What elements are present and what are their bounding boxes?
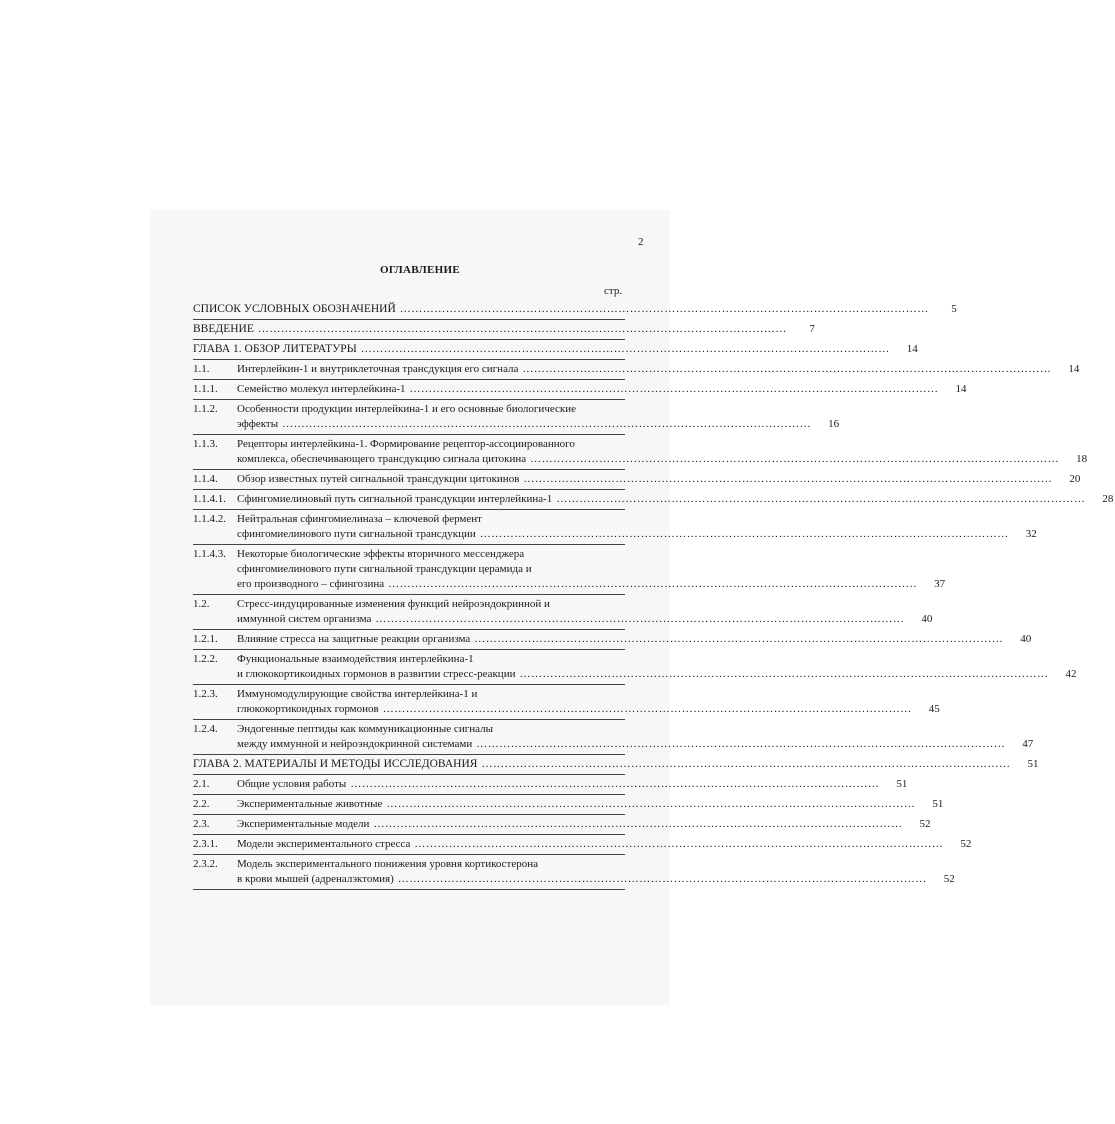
- toc-entry: [193, 400, 840, 435]
- toc-entry-text: Нейтральная сфингомиелиназа – ключевой фермент: [237, 513, 482, 525]
- toc-entry-text: глюкокортикоидных гормонов: [237, 703, 379, 715]
- toc-entry: [193, 435, 1088, 470]
- toc-entry-text: ГЛАВА 2. МАТЕРИАЛЫ И МЕТОДЫ ИССЛЕДОВАНИЯ: [193, 758, 478, 770]
- toc-entry-text: комплекса, обеспечивающего трансдукцию сигнала цитокина: [237, 453, 527, 465]
- toc-entry-page: 40: [921, 613, 933, 625]
- toc-entry-text: Особенности продукции интерлейкина-1 и его основные биологические: [237, 403, 577, 415]
- toc-entry-page: 42: [1065, 668, 1077, 680]
- table-of-contents: [193, 300, 1114, 890]
- toc-entry: [193, 300, 957, 320]
- toc-entry: [193, 510, 1037, 545]
- toc-entry-text: Экспериментальные животные: [237, 798, 383, 810]
- toc-entry-text: Модель экспериментального понижения уровня кортикостерона: [237, 858, 538, 870]
- toc-entry-page: 14: [1068, 363, 1080, 375]
- leader-dots: [388, 577, 917, 591]
- toc-entry-page: 45: [928, 703, 940, 715]
- leader-dots: [530, 452, 1059, 466]
- toc-entry-text: Общие условия работы: [237, 778, 347, 790]
- toc-entry-text: Некоторые биологические эффекты вторичного мессенджера: [237, 548, 525, 560]
- toc-entry-text: Семейство молекул интерлейкина-1: [237, 383, 406, 395]
- leader-dots: [410, 382, 939, 396]
- toc-entry-text: его производного – сфингозина: [237, 578, 385, 590]
- toc-entry-page: 47: [1022, 738, 1034, 750]
- toc-entry-text: ВВЕДЕНИЕ: [193, 323, 254, 335]
- toc-entry-page: 52: [960, 838, 972, 850]
- toc-entry-text: иммунной систем организма: [237, 613, 372, 625]
- page-number: 2: [638, 236, 644, 248]
- toc-entry-page: 51: [932, 798, 944, 810]
- toc-entry-number: 1.1.1.: [193, 383, 218, 395]
- toc-entry-page: 14: [906, 343, 918, 355]
- toc-entry: [193, 545, 946, 595]
- toc-entry: [193, 490, 1114, 510]
- toc-entry-page: 51: [1027, 758, 1039, 770]
- toc-entry: [193, 340, 918, 360]
- toc-entry-number: 1.1.4.1.: [193, 493, 226, 505]
- toc-entry: [193, 755, 1039, 775]
- leader-dots: [480, 527, 1009, 541]
- leader-dots: [481, 757, 1010, 771]
- leader-dots: [386, 797, 915, 811]
- leader-dots: [523, 472, 1052, 486]
- page-column-label: стр.: [604, 285, 623, 297]
- leader-dots: [375, 612, 904, 626]
- toc-entry-text: Экспериментальные модели: [237, 818, 370, 830]
- toc-entry-text: Рецепторы интерлейкина-1. Формирование рецептор-ассоциированного: [237, 438, 575, 450]
- leader-dots: [361, 342, 890, 356]
- toc-entry-number: 1.2.: [193, 598, 210, 610]
- toc-entry-number: 1.1.4.2.: [193, 513, 226, 525]
- toc-entry: [193, 795, 944, 815]
- toc-entry-number: 1.2.1.: [193, 633, 218, 645]
- toc-entry-text: эффекты: [237, 418, 279, 430]
- toc-entry-number: 2.1.: [193, 778, 210, 790]
- toc-entry-number: 2.2.: [193, 798, 210, 810]
- toc-entry: [193, 815, 931, 835]
- leader-dots: [476, 737, 1005, 751]
- toc-entry-text: Иммуномодулирующие свойства интерлейкина-1 и: [237, 688, 478, 700]
- toc-entry-text: Сфингомиелиновый путь сигнальной трансдукции интерлейкина-1: [237, 493, 553, 505]
- toc-entry-number: 2.3.2.: [193, 858, 218, 870]
- toc-entry: [193, 720, 1034, 755]
- toc-entry-number: 1.1.: [193, 363, 210, 375]
- toc-entry-number: 1.2.3.: [193, 688, 218, 700]
- leader-dots: [350, 777, 879, 791]
- toc-entry-page: 16: [828, 418, 840, 430]
- toc-entry-page: 32: [1025, 528, 1037, 540]
- toc-entry-text: ГЛАВА 1. ОБЗОР ЛИТЕРАТУРЫ: [193, 343, 357, 355]
- toc-entry: [193, 320, 815, 340]
- leader-dots: [556, 492, 1085, 506]
- toc-entry-text: Стресс-индуцированные изменения функций нейроэндокринной и: [237, 598, 550, 610]
- leader-dots: [400, 302, 929, 316]
- toc-entry-text: сфингомиелинового пути сигнальной трансдукции церамида и: [237, 563, 532, 575]
- leader-dots: [258, 322, 787, 336]
- toc-entry: [193, 470, 1081, 490]
- toc-entry: [193, 650, 1077, 685]
- toc-entry: [193, 775, 908, 795]
- toc-entry-page: 51: [896, 778, 908, 790]
- leader-dots: [474, 632, 1003, 646]
- toc-entry-number: 1.2.4.: [193, 723, 218, 735]
- toc-entry-number: 1.1.3.: [193, 438, 218, 450]
- toc-entry-page: 52: [919, 818, 931, 830]
- toc-entry-page: 18: [1076, 453, 1088, 465]
- leader-dots: [383, 702, 912, 716]
- leader-dots: [522, 362, 1051, 376]
- toc-entry-number: 2.3.: [193, 818, 210, 830]
- toc-entry: [193, 380, 967, 400]
- toc-title: ОГЛАВЛЕНИЕ: [380, 264, 460, 276]
- toc-entry-number: 2.3.1.: [193, 838, 218, 850]
- toc-entry-page: 28: [1102, 493, 1114, 505]
- toc-entry-page: 52: [943, 873, 955, 885]
- toc-entry-text: Эндогенные пептиды как коммуникационные сигналы: [237, 723, 493, 735]
- toc-entry-page: 20: [1069, 473, 1081, 485]
- leader-dots: [373, 817, 902, 831]
- toc-entry-number: 1.1.2.: [193, 403, 218, 415]
- toc-entry-number: 1.2.2.: [193, 653, 218, 665]
- toc-entry-text: Обзор известных путей сигнальной трансдукции цитокинов: [237, 473, 520, 485]
- toc-entry-text: Влияние стресса на защитные реакции организма: [237, 633, 471, 645]
- toc-entry-page: 37: [934, 578, 946, 590]
- toc-entry-page: 14: [955, 383, 967, 395]
- toc-entry: [193, 835, 972, 855]
- toc-entry-text: сфингомиелинового пути сигнальной трансдукции: [237, 528, 476, 540]
- leader-dots: [414, 837, 943, 851]
- leader-dots: [398, 872, 927, 886]
- toc-entry-page: 5: [951, 303, 957, 315]
- toc-entry-text: в крови мышей (адреналэктомия): [237, 873, 394, 885]
- toc-entry-page: 7: [809, 323, 815, 335]
- leader-dots: [282, 417, 811, 431]
- toc-entry-text: и глюкокортикоидных гормонов в развитии стресс-реакции: [237, 668, 516, 680]
- toc-entry-text: Функциональные взаимодействия интерлейкина-1: [237, 653, 474, 665]
- toc-entry: [193, 685, 940, 720]
- toc-entry-number: 1.1.4.: [193, 473, 218, 485]
- toc-entry-number: 1.1.4.3.: [193, 548, 226, 560]
- toc-entry-page: 40: [1020, 633, 1032, 645]
- toc-entry-text: Интерлейкин-1 и внутриклеточная трансдукция его сигнала: [237, 363, 519, 375]
- toc-entry-text: между иммунной и нейроэндокринной системами: [237, 738, 473, 750]
- leader-dots: [519, 667, 1048, 681]
- toc-entry-text: Модели экспериментального стресса: [237, 838, 411, 850]
- toc-entry: [193, 595, 933, 630]
- toc-entry-text: СПИСОК УСЛОВНЫХ ОБОЗНАЧЕНИЙ: [193, 303, 396, 315]
- toc-entry: [193, 855, 955, 890]
- toc-entry: [193, 630, 1032, 650]
- toc-entry: [193, 360, 1080, 380]
